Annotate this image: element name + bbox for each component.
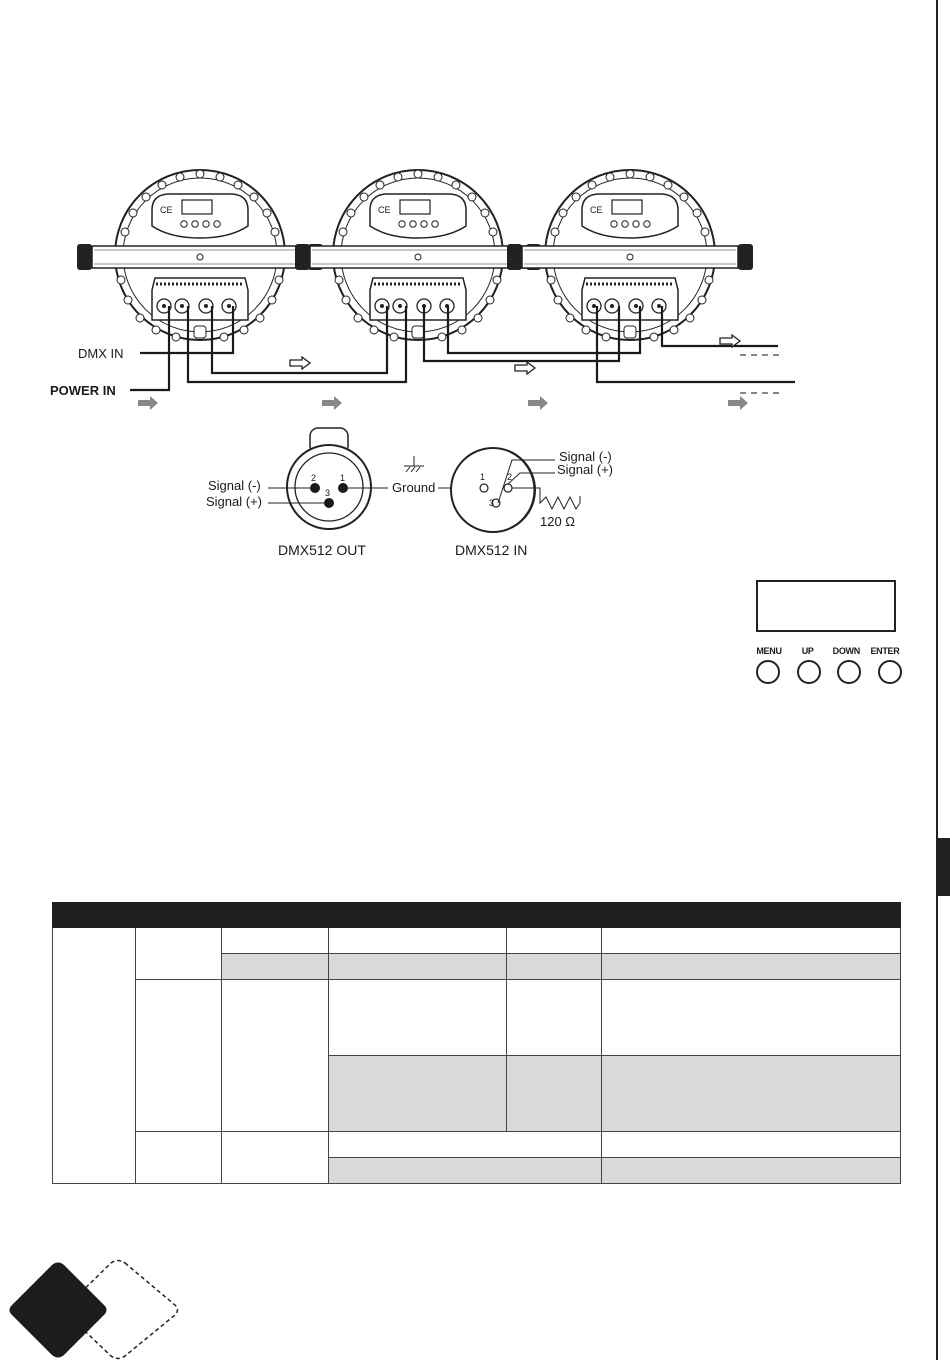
table-header-cell (53, 903, 602, 928)
table-header-row (53, 903, 901, 928)
dmx-wiring-diagram (0, 160, 950, 580)
dmx512-out-caption: DMX512 OUT (278, 542, 366, 558)
dmx512-in-caption: DMX512 IN (455, 542, 528, 558)
dmx-in-label: DMX IN (78, 346, 124, 361)
lcd-display (756, 580, 896, 632)
up-button[interactable] (797, 660, 821, 684)
out-signal-plus-label: Signal (+) (206, 494, 262, 509)
button-labels (752, 646, 902, 656)
ground-label: Ground (392, 480, 436, 495)
svg-text:2: 2 (507, 472, 513, 482)
menu-button[interactable] (756, 660, 780, 684)
page-corner-decoration (0, 1255, 200, 1360)
panel-buttons (756, 660, 902, 684)
down-button[interactable] (837, 660, 861, 684)
in-signal-minus-label: Signal (-) (559, 449, 612, 464)
in-signal-plus-label: Signal (+) (557, 462, 613, 477)
out-signal-minus-label: Signal (-) (208, 478, 261, 493)
enter-button-label: ENTER (870, 646, 900, 656)
dmx512-out-connector (206, 428, 388, 558)
down-button-label: DOWN (832, 646, 860, 656)
svg-text:3: 3 (325, 488, 331, 498)
table-row (53, 928, 901, 954)
resistor-label: 120 Ω (540, 514, 576, 529)
dmx512-in-connector (451, 448, 613, 558)
up-button-label: UP (801, 646, 814, 656)
menu-table (52, 902, 901, 1184)
power-in-label: POWER IN (50, 383, 116, 398)
svg-text:1: 1 (340, 473, 346, 483)
svg-text:2: 2 (311, 473, 317, 483)
table-row (53, 980, 901, 1056)
page-edge-tab (936, 838, 950, 896)
svg-text:3: 3 (489, 498, 495, 508)
menu-button-label: MENU (756, 646, 782, 656)
enter-button[interactable] (878, 660, 902, 684)
svg-text:1: 1 (480, 472, 486, 482)
control-panel (752, 580, 902, 700)
table-row (53, 1132, 901, 1158)
table-header-cell (602, 903, 901, 928)
